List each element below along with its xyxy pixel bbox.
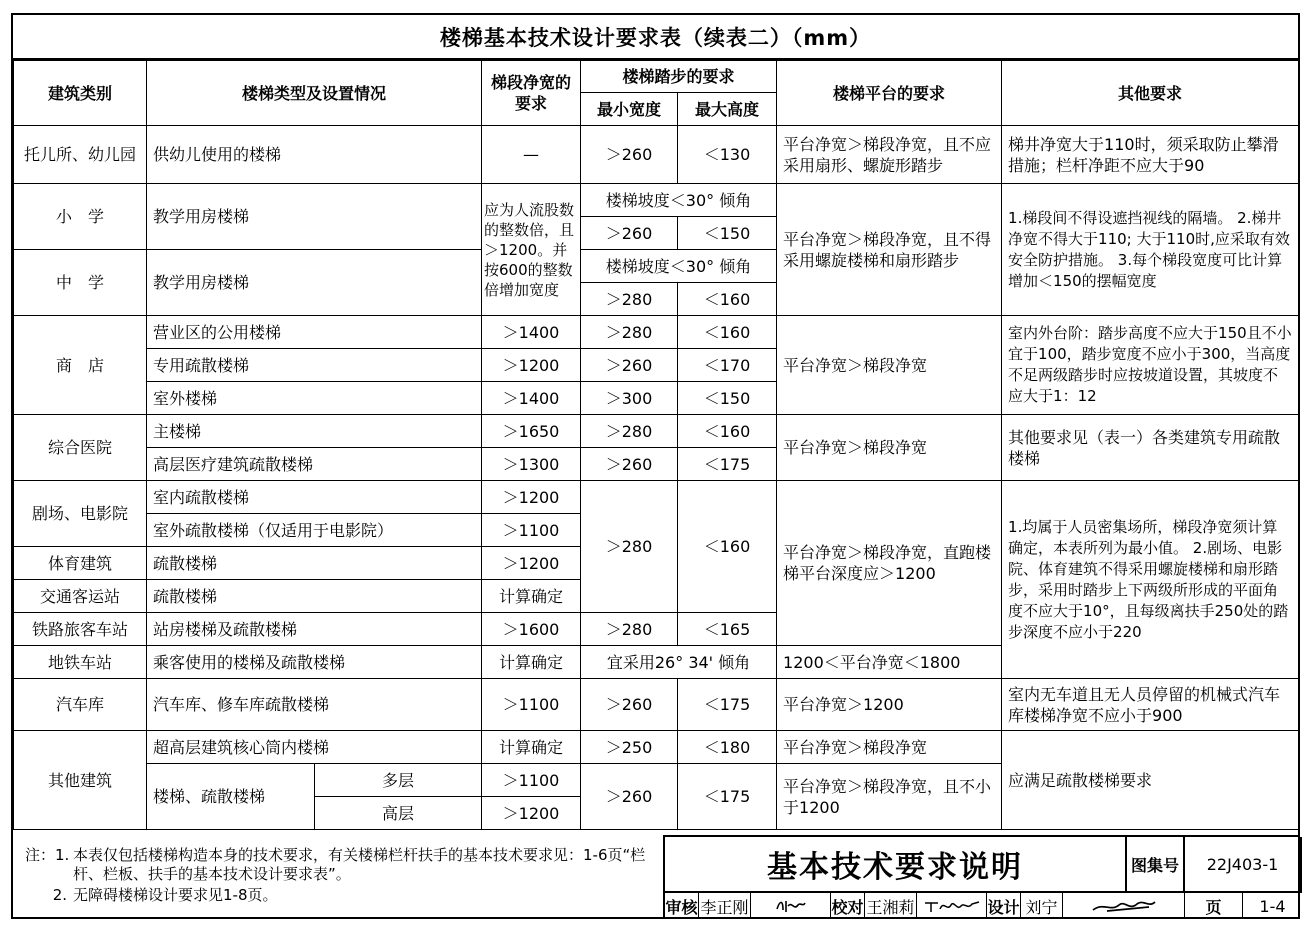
- min-width: ＞260: [581, 764, 678, 830]
- category-transit: 交通客运站: [14, 580, 147, 613]
- page-label: 页: [1185, 893, 1243, 919]
- platform-req: 平台净宽＞梯段净宽: [777, 731, 1002, 764]
- stair-type: 疏散楼梯: [147, 580, 482, 613]
- header-building-type: 建筑类别: [14, 61, 147, 126]
- category-hospital: 综合医院: [14, 415, 147, 481]
- note-1: 本表仅包括楼梯构造本身的技术要求，有关楼梯栏杆扶手的基本技术要求见：1-6页“栏杆、栏板、扶手的基本技术设计要求表”。: [73, 846, 646, 883]
- flight-width: ＞1650: [482, 415, 581, 448]
- other-req: 1.均属于人员密集场所，梯段净宽须计算确定，本表所列为最小值。 2.剧场、电影院、体育建筑不得采用螺旋楼梯和扇形踏步，采用时踏步上下两级所形成的平面角度不应大于10°，且每级离扶手250处的踏步深度不应小于220: [1002, 481, 1299, 679]
- category-others: 其他建筑: [14, 731, 147, 830]
- stair-slope: 楼梯坡度＜30° 倾角: [581, 250, 777, 283]
- stair-requirements-table: [13, 60, 1299, 830]
- other-req: 梯井净宽大于110时，须采取防止攀滑措施；栏杆净距不应大于90: [1002, 126, 1299, 184]
- table-title: 楼梯基本技术设计要求表（续表二）（mm）: [13, 15, 1298, 60]
- max-height: ＜130: [678, 126, 777, 184]
- flight-width: 应为人流股数的整数倍，且＞1200。并按600的整数倍增加宽度: [482, 184, 581, 316]
- flight-width: 计算确定: [482, 731, 581, 764]
- min-width: ＞280: [581, 316, 678, 349]
- stair-type: 室外疏散楼梯（仅适用于电影院）: [147, 514, 482, 547]
- check-label: 校对: [831, 893, 865, 919]
- min-width: ＞260: [581, 217, 678, 250]
- category-primary: 小 学: [14, 184, 147, 250]
- min-width: ＞250: [581, 731, 678, 764]
- platform-req: 平台净宽＞梯段净宽，且不应采用扇形、螺旋形踏步: [777, 126, 1002, 184]
- review-label: 审核: [665, 893, 699, 919]
- stair-type: 汽车库、修车库疏散楼梯: [147, 679, 482, 731]
- category-shop: 商 店: [14, 316, 147, 415]
- page-number: 1-4: [1259, 896, 1286, 916]
- sub-type-high: 高层: [315, 797, 482, 830]
- flight-width: ＞1200: [482, 547, 581, 580]
- header-platform: 楼梯平台的要求: [777, 61, 1002, 126]
- note-1-num: 注：1.: [25, 846, 70, 864]
- stair-type: 专用疏散楼梯: [147, 349, 482, 382]
- reviewer-signature: [751, 893, 831, 919]
- design-label: 设计: [987, 893, 1021, 919]
- step-angle: 宜采用26° 34' 倾角: [581, 646, 777, 679]
- header-stair-type: 楼梯类型及设置情况: [147, 61, 482, 126]
- stair-type: 室外楼梯: [147, 382, 482, 415]
- category-middle: 中 学: [14, 250, 147, 316]
- stair-type: 楼梯、疏散楼梯: [147, 764, 315, 830]
- header-flight-width: 梯段净宽的要求: [482, 61, 581, 126]
- notes: [13, 828, 663, 919]
- atlas-label: 图集号: [1127, 837, 1185, 893]
- platform-req: 平台净宽＞梯段净宽，直跑楼梯平台深度应＞1200: [777, 481, 1002, 646]
- flight-width: ＞1100: [482, 679, 581, 731]
- flight-width: —: [482, 126, 581, 184]
- other-req: 室内无车道且无人员停留的机械式汽车库楼梯净宽不应小于900: [1002, 679, 1299, 731]
- flight-width: 计算确定: [482, 580, 581, 613]
- note-2-num: 2.: [52, 886, 67, 904]
- stair-type: 站房楼梯及疏散楼梯: [147, 613, 482, 646]
- flight-width: ＞1100: [482, 764, 581, 797]
- sheet-title: 基本技术要求说明: [665, 837, 1127, 893]
- header-max-height: 最大高度: [678, 93, 777, 126]
- category-kindergarten: 托儿所、幼儿园: [14, 126, 147, 184]
- max-height: ＜160: [678, 481, 777, 613]
- max-height: ＜160: [678, 316, 777, 349]
- flight-width: ＞1300: [482, 448, 581, 481]
- designer-name: 刘宁: [1021, 893, 1063, 919]
- note-2: 无障碍楼梯设计要求见1-8页。: [73, 886, 278, 904]
- other-req: 1.梯段间不得设遮挡视线的隔墙。 2.梯井净宽不得大于110; 大于110时,应采取有效安全防护措施。 3.每个梯段宽度可比计算增加＜150的摆幅宽度: [1002, 184, 1299, 316]
- stair-type: 教学用房楼梯: [147, 184, 482, 250]
- category-sports: 体育建筑: [14, 547, 147, 580]
- flight-width: ＞1200: [482, 797, 581, 830]
- stair-type: 疏散楼梯: [147, 547, 482, 580]
- checker-signature: [917, 893, 987, 919]
- platform-req: 平台净宽＞梯段净宽: [777, 316, 1002, 415]
- stair-type: 乘客使用的楼梯及疏散楼梯: [147, 646, 482, 679]
- flight-width: ＞1400: [482, 316, 581, 349]
- platform-req: 平台净宽＞1200: [777, 679, 1002, 731]
- checker-name: 王湘莉: [865, 893, 917, 919]
- header-min-width: 最小宽度: [581, 93, 678, 126]
- stair-type: 高层医疗建筑疏散楼梯: [147, 448, 482, 481]
- max-height: ＜165: [678, 613, 777, 646]
- stair-type: 教学用房楼梯: [147, 250, 482, 316]
- max-height: ＜175: [678, 448, 777, 481]
- max-height: ＜180: [678, 731, 777, 764]
- stair-type: 主楼梯: [147, 415, 482, 448]
- platform-req: 1200＜平台净宽＜1800: [777, 646, 1002, 679]
- min-width: ＞280: [581, 415, 678, 448]
- platform-req: 平台净宽＞梯段净宽，且不小于1200: [777, 764, 1002, 830]
- flight-width: 计算确定: [482, 646, 581, 679]
- min-width: ＞280: [581, 481, 678, 613]
- reviewer-name: 李正刚: [699, 893, 751, 919]
- min-width: ＞260: [581, 679, 678, 731]
- other-req: 室内外台阶：踏步高度不应大于150且不小宜于100，踏步宽度不应小于300，当高度不足两级踏步时应按坡道设置，其坡度不应大于1：12: [1002, 316, 1299, 415]
- category-rail: 铁路旅客车站: [14, 613, 147, 646]
- flight-width: ＞1200: [482, 349, 581, 382]
- max-height: ＜160: [678, 415, 777, 448]
- flight-width: ＞1200: [482, 481, 581, 514]
- header-step-req: 楼梯踏步的要求: [581, 61, 777, 93]
- category-garage: 汽车库: [14, 679, 147, 731]
- max-height: ＜150: [678, 382, 777, 415]
- title-block: [663, 835, 1300, 919]
- platform-req: 平台净宽＞梯段净宽，且不得采用螺旋楼梯和扇形踏步: [777, 184, 1002, 316]
- platform-req: 平台净宽＞梯段净宽: [777, 415, 1002, 481]
- min-width: ＞260: [581, 126, 678, 184]
- flight-width: ＞1600: [482, 613, 581, 646]
- stair-type: 供幼儿使用的楼梯: [147, 126, 482, 184]
- max-height: ＜160: [678, 283, 777, 316]
- min-width: ＞300: [581, 382, 678, 415]
- category-metro: 地铁车站: [14, 646, 147, 679]
- stair-type: 室内疏散楼梯: [147, 481, 482, 514]
- other-req: 其他要求见（表一）各类建筑专用疏散楼梯: [1002, 415, 1299, 481]
- header-other: 其他要求: [1002, 61, 1299, 126]
- drawing-frame: [11, 13, 1300, 919]
- stair-slope: 楼梯坡度＜30° 倾角: [581, 184, 777, 217]
- flight-width: ＞1400: [482, 382, 581, 415]
- max-height: ＜150: [678, 217, 777, 250]
- min-width: ＞260: [581, 448, 678, 481]
- other-req: 应满足疏散楼梯要求: [1002, 731, 1299, 830]
- category-theater: 剧场、电影院: [14, 481, 147, 547]
- stair-type: 超高层建筑核心筒内楼梯: [147, 731, 482, 764]
- atlas-number: 22J403-1: [1185, 837, 1302, 893]
- max-height: ＜175: [678, 679, 777, 731]
- stair-type: 营业区的公用楼梯: [147, 316, 482, 349]
- sub-type-multi: 多层: [315, 764, 482, 797]
- max-height: ＜175: [678, 764, 777, 830]
- max-height: ＜170: [678, 349, 777, 382]
- min-width: ＞280: [581, 283, 678, 316]
- min-width: ＞260: [581, 349, 678, 382]
- designer-signature: [1063, 893, 1185, 919]
- flight-width: ＞1100: [482, 514, 581, 547]
- min-width: ＞280: [581, 613, 678, 646]
